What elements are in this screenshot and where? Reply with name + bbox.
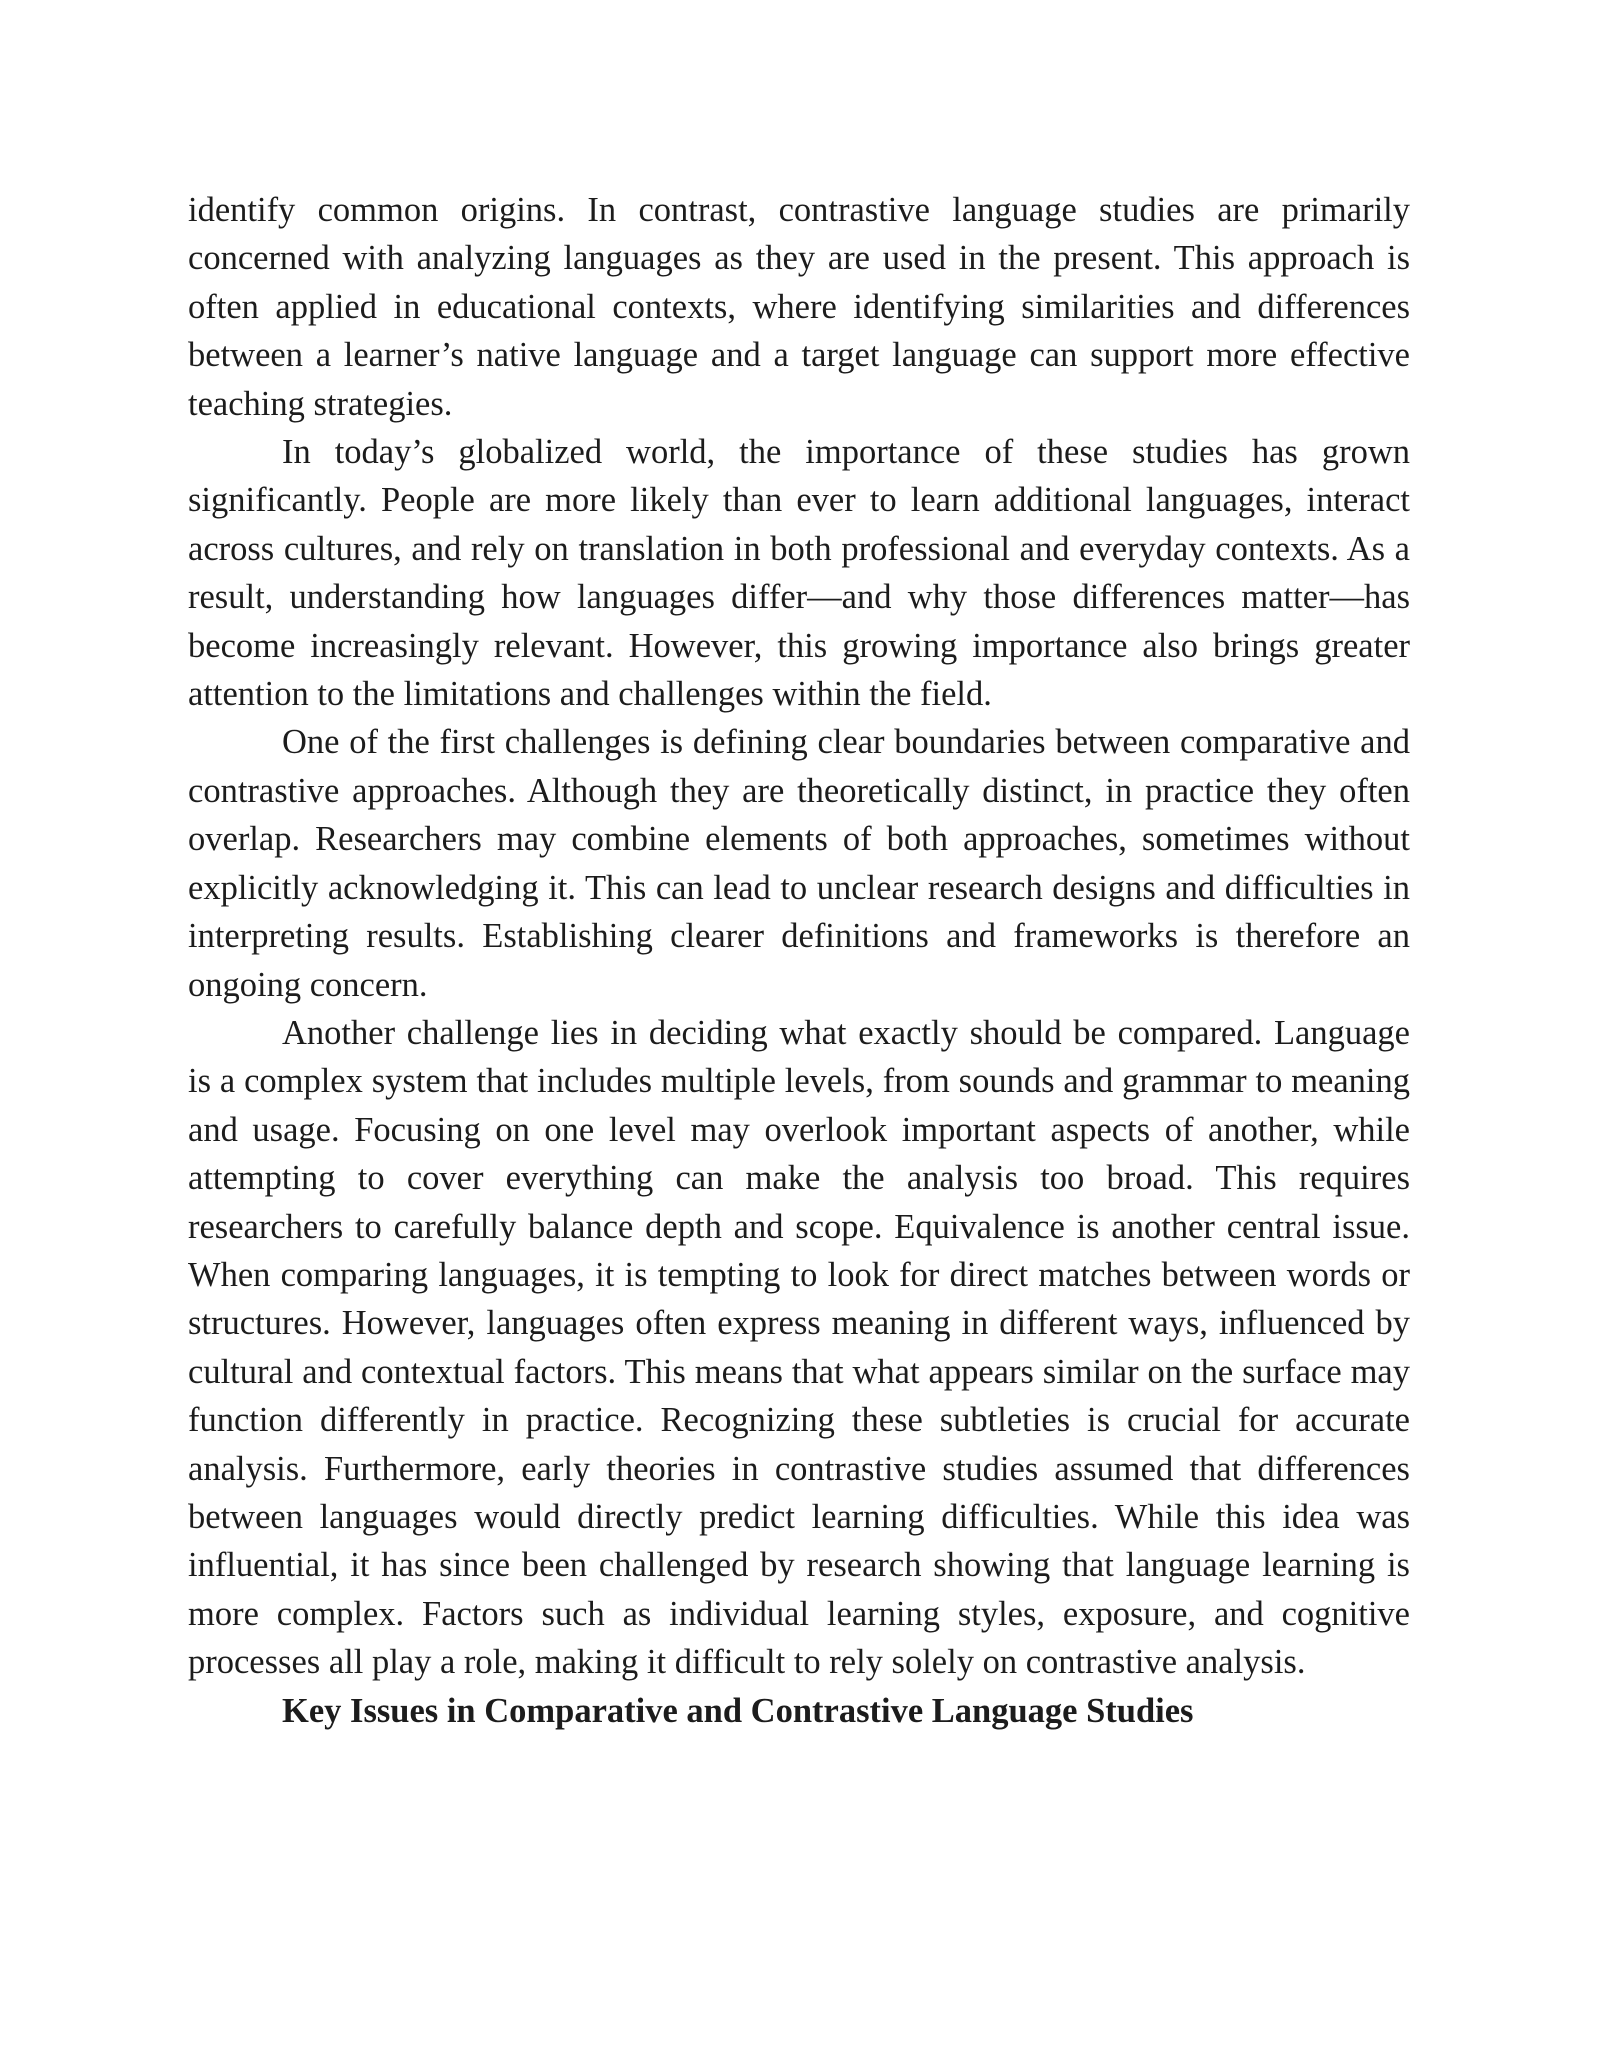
paragraph-globalized-world: In today’s globalized world, the importance of these studies has grown significantly. People are more likely than ever to learn additional languages, interact across cultures, and rely on translation in both professional and everyday contexts. As a result, understanding how languages differ—and why those differences matter—has become increasingly relevant. However, this growing importance also brings greater attention to the limitations and challenges within the field. — [188, 433, 1410, 714]
paragraph-continued-comparative-contrastive: identify common origins. In contrast, contrastive language studies are primarily concerned with analyzing languages as they are used in the present. This approach is often applied in educational contexts, where identifying similarities and differences between a learner’s native language and a target language can support more effective teaching strategies. — [188, 191, 1410, 423]
paragraph-defining-boundaries: One of the first challenges is defining clear boundaries between comparative and contrastive approaches. Although they are theoretically distinct, in practice they often overlap. Researchers may combine elements of both approaches, sometimes without explicitly acknowledging it. This can lead to unclear research designs and difficulties in interpreting results. Establishing clearer definitions and frameworks is therefore an ongoing concern. — [188, 723, 1410, 1004]
paragraph-what-to-compare: Another challenge lies in deciding what exactly should be compared. Language is a complex system that includes multiple levels, from sounds and grammar to meaning and usage. Focusing on one level may overlook important aspects of another, while attempting to cover everything can make the analysis too broad. This requires researchers to carefully balance depth and scope. Equivalence is another central issue. When comparing languages, it is tempting to look for direct matches between words or structures. However, languages often express meaning in different ways, influenced by cultural and contextual factors. This means that what appears similar on the surface may function differently in practice. Recognizing these subtleties is crucial for accurate analysis. Furthermore, early theories in contrastive studies assumed that differences between languages would directly predict learning difficulties. While this idea was influential, it has since been challenged by research showing that language learning is more complex. Factors such as individual learning styles, exposure, and cognitive processes all play a role, making it difficult to rely solely on contrastive analysis. — [188, 1013, 1410, 1682]
section-heading: Key Issues in Comparative and Contrastive Language Studies — [282, 1691, 1194, 1730]
document-body — [188, 186, 1410, 1735]
